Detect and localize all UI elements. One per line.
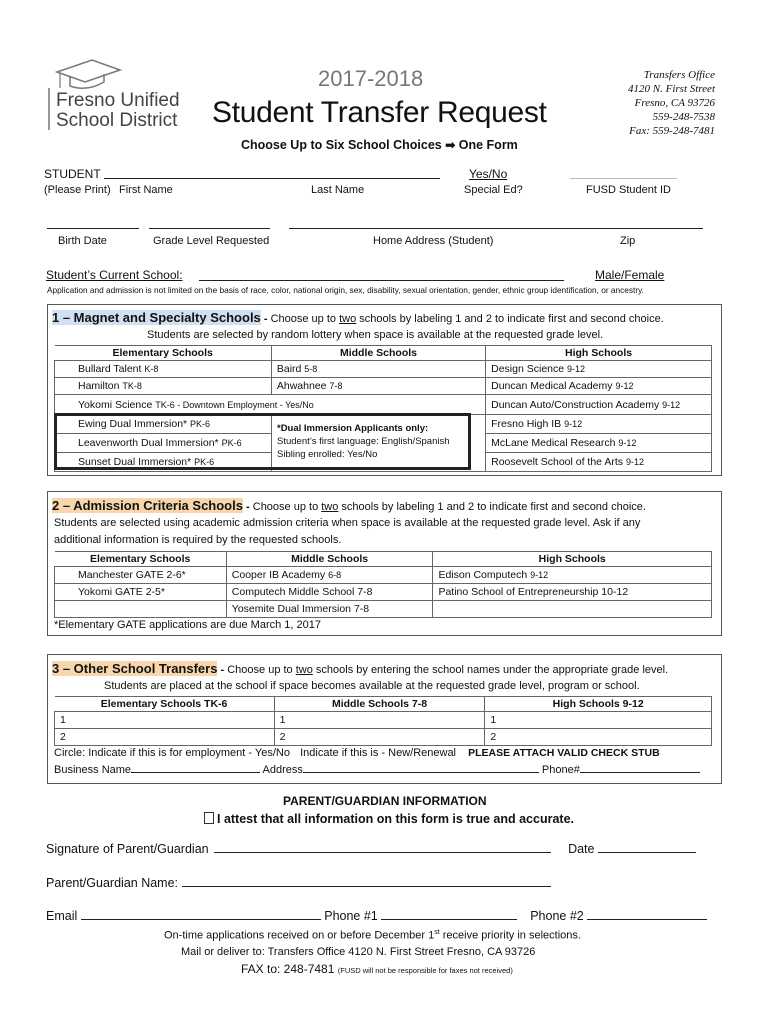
dual-sibling[interactable]: Sibling enrolled: Yes/No bbox=[277, 449, 378, 460]
admission-table bbox=[54, 551, 712, 618]
col-high: High Schools 9-12 bbox=[485, 697, 712, 712]
employment-yes-no[interactable]: Circle: Indicate if this is for employment - Yes/No bbox=[54, 747, 290, 759]
subtitle bbox=[241, 138, 518, 152]
arrow-right-icon: ➡ bbox=[445, 138, 456, 152]
home-address-label: Home Address (Student) bbox=[373, 235, 494, 247]
attest-text: I attest that all information on this form is true and accurate. bbox=[217, 812, 575, 826]
middle-choice-2[interactable]: 2 bbox=[274, 729, 485, 746]
school-choice[interactable]: Ewing Dual Immersion* PK-6 bbox=[55, 415, 272, 434]
section2-title: 2 – Admission Criteria Schools bbox=[52, 498, 243, 513]
business-phone-field[interactable] bbox=[580, 772, 700, 773]
school-choice[interactable]: Cooper IB Academy 6-8 bbox=[226, 567, 433, 584]
school-choice[interactable]: Roosevelt School of the Arts 9-12 bbox=[486, 453, 712, 472]
male-female[interactable]: Male/Female bbox=[595, 268, 665, 282]
grade-level-field[interactable] bbox=[149, 228, 270, 229]
special-ed-yes-no[interactable]: Yes/No bbox=[469, 167, 508, 181]
table-row bbox=[55, 395, 712, 415]
birth-date-label: Birth Date bbox=[58, 235, 107, 247]
table-row bbox=[55, 584, 712, 601]
deadline-note: On-time applications received on or before December 1st receive priority in selections. bbox=[164, 929, 581, 942]
current-school-label: Student’s Current School: bbox=[46, 268, 183, 282]
student-label: STUDENT bbox=[44, 167, 101, 181]
parent-name-row bbox=[46, 876, 551, 890]
district-logo bbox=[44, 52, 189, 132]
office-city: Fresno, CA 93726 bbox=[634, 97, 715, 109]
address-label: Address bbox=[262, 764, 303, 776]
phone2-field[interactable] bbox=[587, 919, 707, 920]
fusd-id-label: FUSD Student ID bbox=[586, 184, 671, 196]
last-name-label: Last Name bbox=[311, 184, 365, 196]
col-high: High Schools bbox=[486, 346, 712, 361]
business-name-field[interactable] bbox=[131, 772, 260, 773]
table-row bbox=[55, 729, 712, 746]
middle-choice-1[interactable]: 1 bbox=[274, 712, 485, 729]
mail-note: Mail or deliver to: Transfers Office 4120 N. First Street Fresno, CA 93726 bbox=[181, 946, 536, 958]
attest-row bbox=[204, 812, 574, 826]
phone1-field[interactable] bbox=[381, 919, 517, 920]
school-choice[interactable]: Yokomi GATE 2-5* bbox=[55, 584, 227, 601]
school-choice[interactable]: Computech Middle School 7-8 bbox=[226, 584, 433, 601]
parent-name-field[interactable] bbox=[182, 886, 551, 887]
subtitle-choices: Choose Up to Six School Choices bbox=[241, 138, 442, 152]
school-choice[interactable]: Yosemite Dual Immersion 7-8 bbox=[226, 601, 433, 618]
phone2-label: Phone #2 bbox=[530, 909, 584, 923]
section3-heading: 3 – Other School Transfers - Choose up to two schools by entering the school names under the appropriate grade level. bbox=[52, 661, 669, 676]
office-fax: Fax: 559-248-7481 bbox=[629, 125, 715, 137]
please-print: (Please Print) bbox=[44, 184, 111, 196]
mortarboard-icon bbox=[52, 52, 122, 92]
signature-field[interactable] bbox=[214, 852, 551, 853]
dual-language[interactable]: Student’s first language: English/Spanish bbox=[277, 436, 450, 447]
school-choice[interactable]: Edison Computech 9-12 bbox=[433, 567, 712, 584]
school-choice[interactable]: Hamilton TK-8 bbox=[55, 378, 272, 395]
school-choice[interactable]: Fresno High IB 9-12 bbox=[486, 415, 712, 434]
business-row bbox=[54, 764, 700, 776]
student-name-field[interactable] bbox=[104, 178, 440, 179]
dual-title: *Dual Immersion Applicants only: bbox=[277, 423, 429, 434]
table-row bbox=[55, 378, 712, 395]
parent-heading: PARENT/GUARDIAN INFORMATION bbox=[283, 794, 487, 808]
contact-row bbox=[46, 909, 707, 923]
gate-note: *Elementary GATE applications are due March 1, 2017 bbox=[54, 619, 321, 631]
school-choice[interactable]: Patino School of Entrepreneurship 10-12 bbox=[433, 584, 712, 601]
table-row bbox=[55, 712, 712, 729]
school-choice[interactable]: Duncan Medical Academy 9-12 bbox=[486, 378, 712, 395]
school-choice[interactable]: McLane Medical Research 9-12 bbox=[486, 434, 712, 453]
elementary-choice-1[interactable]: 1 bbox=[55, 712, 275, 729]
col-middle: Middle Schools 7-8 bbox=[274, 697, 485, 712]
office-phone: 559-248-7538 bbox=[652, 111, 715, 123]
other-table bbox=[54, 696, 712, 746]
disclaimer: Application and admission is not limited on the basis of race, color, national origin, sex, disability, sexual orientation, gender, ethnic group identification, or ancestry. bbox=[47, 285, 644, 295]
parent-name-label: Parent/Guardian Name: bbox=[46, 876, 179, 890]
special-ed-label: Special Ed? bbox=[464, 184, 523, 196]
fusd-id-field[interactable] bbox=[570, 178, 677, 179]
school-choice[interactable]: Bullard Talent K-8 bbox=[55, 361, 272, 378]
col-high: High Schools bbox=[433, 552, 712, 567]
phone1-label: Phone #1 bbox=[324, 909, 378, 923]
business-address-field[interactable] bbox=[303, 772, 539, 773]
school-choice[interactable]: Baird 5-8 bbox=[271, 361, 485, 378]
col-middle: Middle Schools bbox=[271, 346, 485, 361]
section1-heading: 1 – Magnet and Specialty Schools - Choose up to two schools by labeling 1 and 2 to indicate first and second choice. bbox=[52, 310, 664, 325]
school-choice[interactable]: Sunset Dual Immersion* PK-6 bbox=[55, 453, 272, 472]
elementary-choice-2[interactable]: 2 bbox=[55, 729, 275, 746]
subtitle-one-form: One Form bbox=[458, 138, 518, 152]
table-row bbox=[55, 361, 712, 378]
signature-label: Signature of Parent/Guardian bbox=[46, 842, 209, 856]
employment-circle bbox=[54, 747, 660, 759]
col-elementary: Elementary Schools bbox=[55, 346, 272, 361]
home-address-field[interactable] bbox=[289, 228, 703, 229]
col-elementary: Elementary Schools TK-6 bbox=[55, 697, 275, 712]
school-choice[interactable]: Design Science 9-12 bbox=[486, 361, 712, 378]
attest-checkbox[interactable] bbox=[204, 812, 214, 824]
high-choice-2[interactable]: 2 bbox=[485, 729, 712, 746]
col-elementary: Elementary Schools bbox=[55, 552, 227, 567]
logo-line2: School District bbox=[56, 110, 178, 131]
dual-immersion-info bbox=[277, 422, 450, 461]
page-title: Student Transfer Request bbox=[212, 96, 547, 129]
new-renewal[interactable]: Indicate if this is - New/Renewal bbox=[300, 747, 457, 759]
school-choice[interactable]: Manchester GATE 2-6* bbox=[55, 567, 227, 584]
office-street: 4120 N. First Street bbox=[628, 83, 715, 95]
high-choice-1[interactable]: 1 bbox=[485, 712, 712, 729]
signature-row bbox=[46, 842, 696, 856]
birth-date-field[interactable] bbox=[47, 228, 139, 229]
section1-desc: Students are selected by random lottery when space is available at the requested grade level. bbox=[147, 329, 604, 341]
date-label: Date bbox=[568, 842, 595, 856]
business-name-label: Business Name bbox=[54, 764, 132, 776]
table-row bbox=[55, 601, 712, 618]
zip-label: Zip bbox=[620, 235, 636, 247]
fax-note: FAX to: 248-7481 (FUSD will not be responsible for faxes not received) bbox=[241, 962, 513, 976]
first-name-label: First Name bbox=[119, 184, 173, 196]
section2-desc2: additional information is required by the requested schools. bbox=[54, 534, 342, 546]
current-school-field[interactable] bbox=[199, 280, 564, 281]
col-middle: Middle Schools bbox=[226, 552, 433, 567]
email-label: Email bbox=[46, 909, 78, 923]
section3-desc: Students are placed at the school if space becomes available at the requested grade level, program or school. bbox=[104, 680, 640, 692]
grade-level-label: Grade Level Requested bbox=[153, 235, 270, 247]
school-choice[interactable]: Leavenworth Dual Immersion* PK-6 bbox=[55, 434, 272, 453]
school-choice[interactable]: Ahwahnee 7-8 bbox=[271, 378, 485, 395]
attach-check-stub: PLEASE ATTACH VALID CHECK STUB bbox=[468, 747, 660, 759]
section3-title: 3 – Other School Transfers bbox=[52, 661, 218, 676]
logo-line1: Fresno Unified bbox=[56, 90, 180, 111]
school-choice[interactable]: Duncan Auto/Construction Academy 9-12 bbox=[486, 395, 712, 415]
email-field[interactable] bbox=[81, 919, 321, 920]
table-row bbox=[55, 567, 712, 584]
section2-desc: Students are selected using academic admission criteria when space is available at the requested grade level. Ask if any bbox=[54, 517, 641, 529]
office-name: Transfers Office bbox=[643, 69, 715, 81]
school-choice[interactable]: Yokomi Science TK-6 - Downtown Employment - Yes/No bbox=[55, 395, 486, 415]
office-address bbox=[628, 68, 715, 138]
date-field[interactable] bbox=[598, 852, 696, 853]
section2-heading: 2 – Admission Criteria Schools - Choose up to two schools by labeling 1 and 2 to indicate first and second choice. bbox=[52, 498, 646, 513]
school-year: 2017-2018 bbox=[318, 66, 424, 91]
phone-label: Phone# bbox=[541, 764, 580, 776]
section1-title: 1 – Magnet and Specialty Schools bbox=[52, 310, 261, 325]
